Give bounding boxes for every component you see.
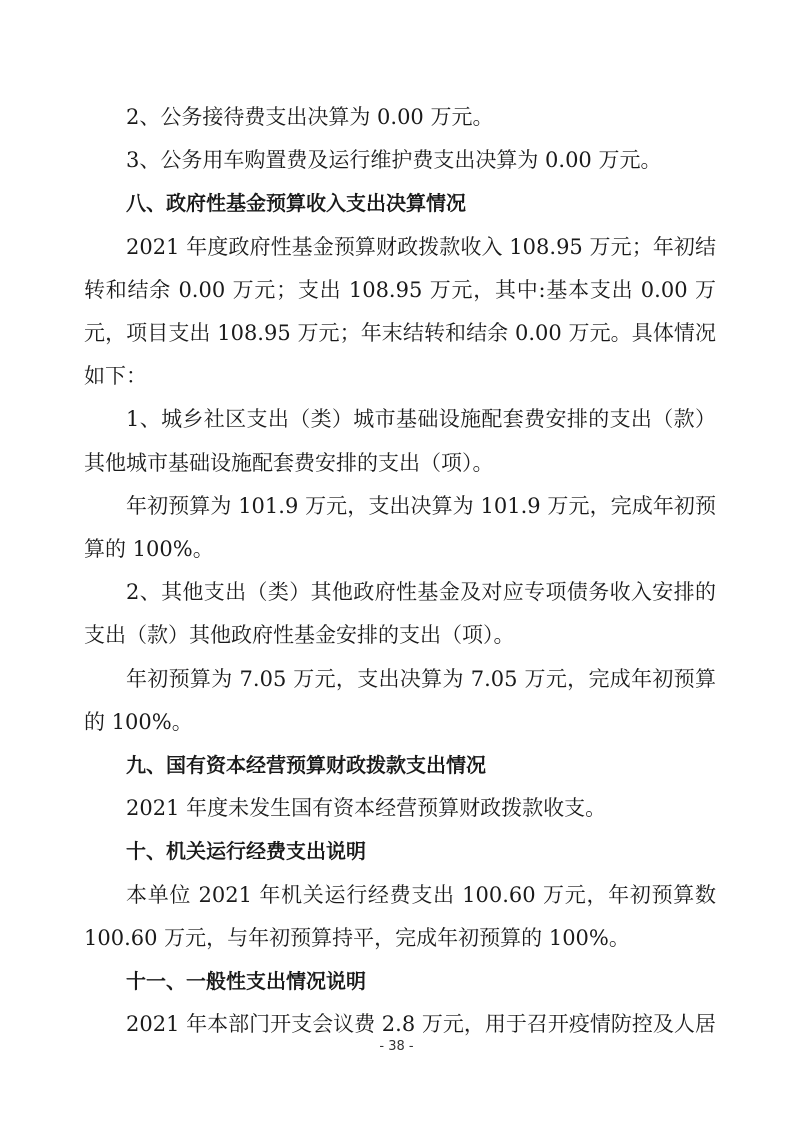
document-body xyxy=(84,96,716,1046)
section-heading-state-capital: 九、国有资本经营预算财政拨款支出情况 xyxy=(126,753,486,778)
paragraph-other-expense-item: 2、其他支出（类）其他政府性基金及对应专项债务收入安排的支出（款）其他政府性基金安排的支出（项）。 xyxy=(84,580,716,648)
paragraph-reception-expense: 2、公务接待费支出决算为 0.00 万元。 xyxy=(126,105,494,129)
paragraph-government-fund-summary: 2021 年度政府性基金预算财政拨款收入 108.95 万元；年初结转和结余 0.00 万元；支出 108.95 万元，其中:基本支出 0.00 万元，项目支出 108.95 万元；年末结转和结余 0.00 万元。具体情况如下： xyxy=(84,234,716,389)
paragraph-urban-community-budget: 年初预算为 101.9 万元，支出决算为 101.9 万元，完成年初预算的 100%。 xyxy=(84,493,716,562)
paragraph-vehicle-expense: 3、公务用车购置费及运行维护费支出决算为 0.00 万元。 xyxy=(126,148,662,173)
paragraph-other-expense-budget: 年初预算为 7.05 万元，支出决算为 7.05 万元，完成年初预算的 100%。 xyxy=(84,666,716,734)
page-number: - 38 - xyxy=(379,1039,414,1054)
paragraph-urban-community-item: 1、城乡社区支出（类）城市基础设施配套费安排的支出（款）其他城市基础设施配套费安排的支出（项）。 xyxy=(84,407,716,475)
paragraph-state-capital: 2021 年度未发生国有资本经营预算财政拨款收支。 xyxy=(126,796,607,821)
paragraph-operating-expense: 本单位 2021 年机关运行经费支出 100.60 万元，年初预算数 100.60 万元，与年初预算持平，完成年初预算的 100%。 xyxy=(84,882,716,950)
section-heading-government-fund: 八、政府性基金预算收入支出决算情况 xyxy=(126,191,466,216)
section-heading-operating-expense: 十、机关运行经费支出说明 xyxy=(126,839,366,864)
paragraph-general-expense: 2021 年本部门开支会议费 2.8 万元，用于召开疫情防控及人居 xyxy=(126,1012,716,1037)
section-heading-general-expense: 十一、一般性支出情况说明 xyxy=(126,969,366,994)
